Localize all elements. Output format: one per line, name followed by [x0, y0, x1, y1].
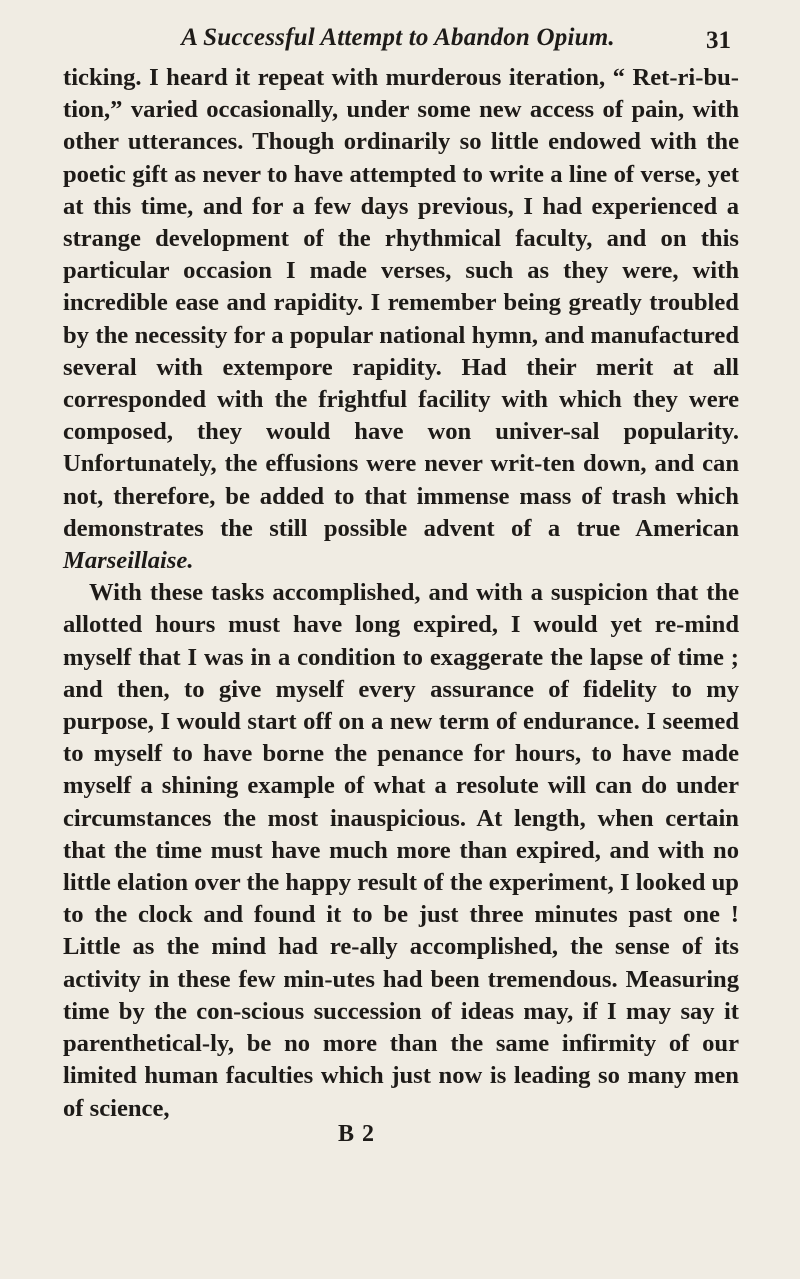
paragraph-1-text: ticking. I heard it repeat with murderous iteration, “ Ret-ri-bu-tion,” varied occasionally, under some new access of pain, with other utterances. Though ordinarily so little endowed with the poetic gift as never to have attempted to write a line of verse, yet at this time, and for a few days previous, I had experienced a strange development of the rhythmical faculty, and on this particular occasion I made verses, such as they were, with incredible ease and rapidity. I remember being greatly troubled by the necessity for a popular national hymn, and manufactured several with extempore rapidity. Had their merit at all corresponded with the frightful facility with which they were composed, they would have won univer-sal popularity. Unfortunately, the effusions were never writ-ten down, and can not, therefore, be added to that immense mass of trash which demonstrates the still possible advent of a true American — [63, 64, 739, 542]
signature-mark: B 2 — [338, 1121, 376, 1147]
body-text — [63, 62, 739, 1125]
paragraph-2: With these tasks accomplished, and with a suspicion that the allotted hours must have long expired, I would yet re-mind myself that I was in a condition to exaggerate the lapse of time ; and then, to give myself every assurance of fidelity to my purpose, I would start off on a new term of endurance. I seemed to myself to have borne the penance for hours, to have made myself a shining example of what a resolute will can do under circumstances the most inauspicious. At length, when certain that the time must have much more than expired, and with no little elation over the happy result of the experiment, I looked up to the clock and found it to be just three minutes past one ! Little as the mind had re-ally accomplished, the sense of its activity in these few min-utes had been tremendous. Measuring time by the con-scious succession of ideas may, if I may say it parenthetical-ly, be no more than the same infirmity of our limited human faculties which just now is leading so many men of science, — [63, 579, 739, 1122]
paragraph-1 — [63, 62, 739, 577]
running-head-title: A Successful Attempt to Abandon Opium. — [181, 24, 615, 51]
page-number: 31 — [706, 27, 731, 54]
paragraph-1-italic-title: Marseillaise. — [63, 547, 194, 575]
